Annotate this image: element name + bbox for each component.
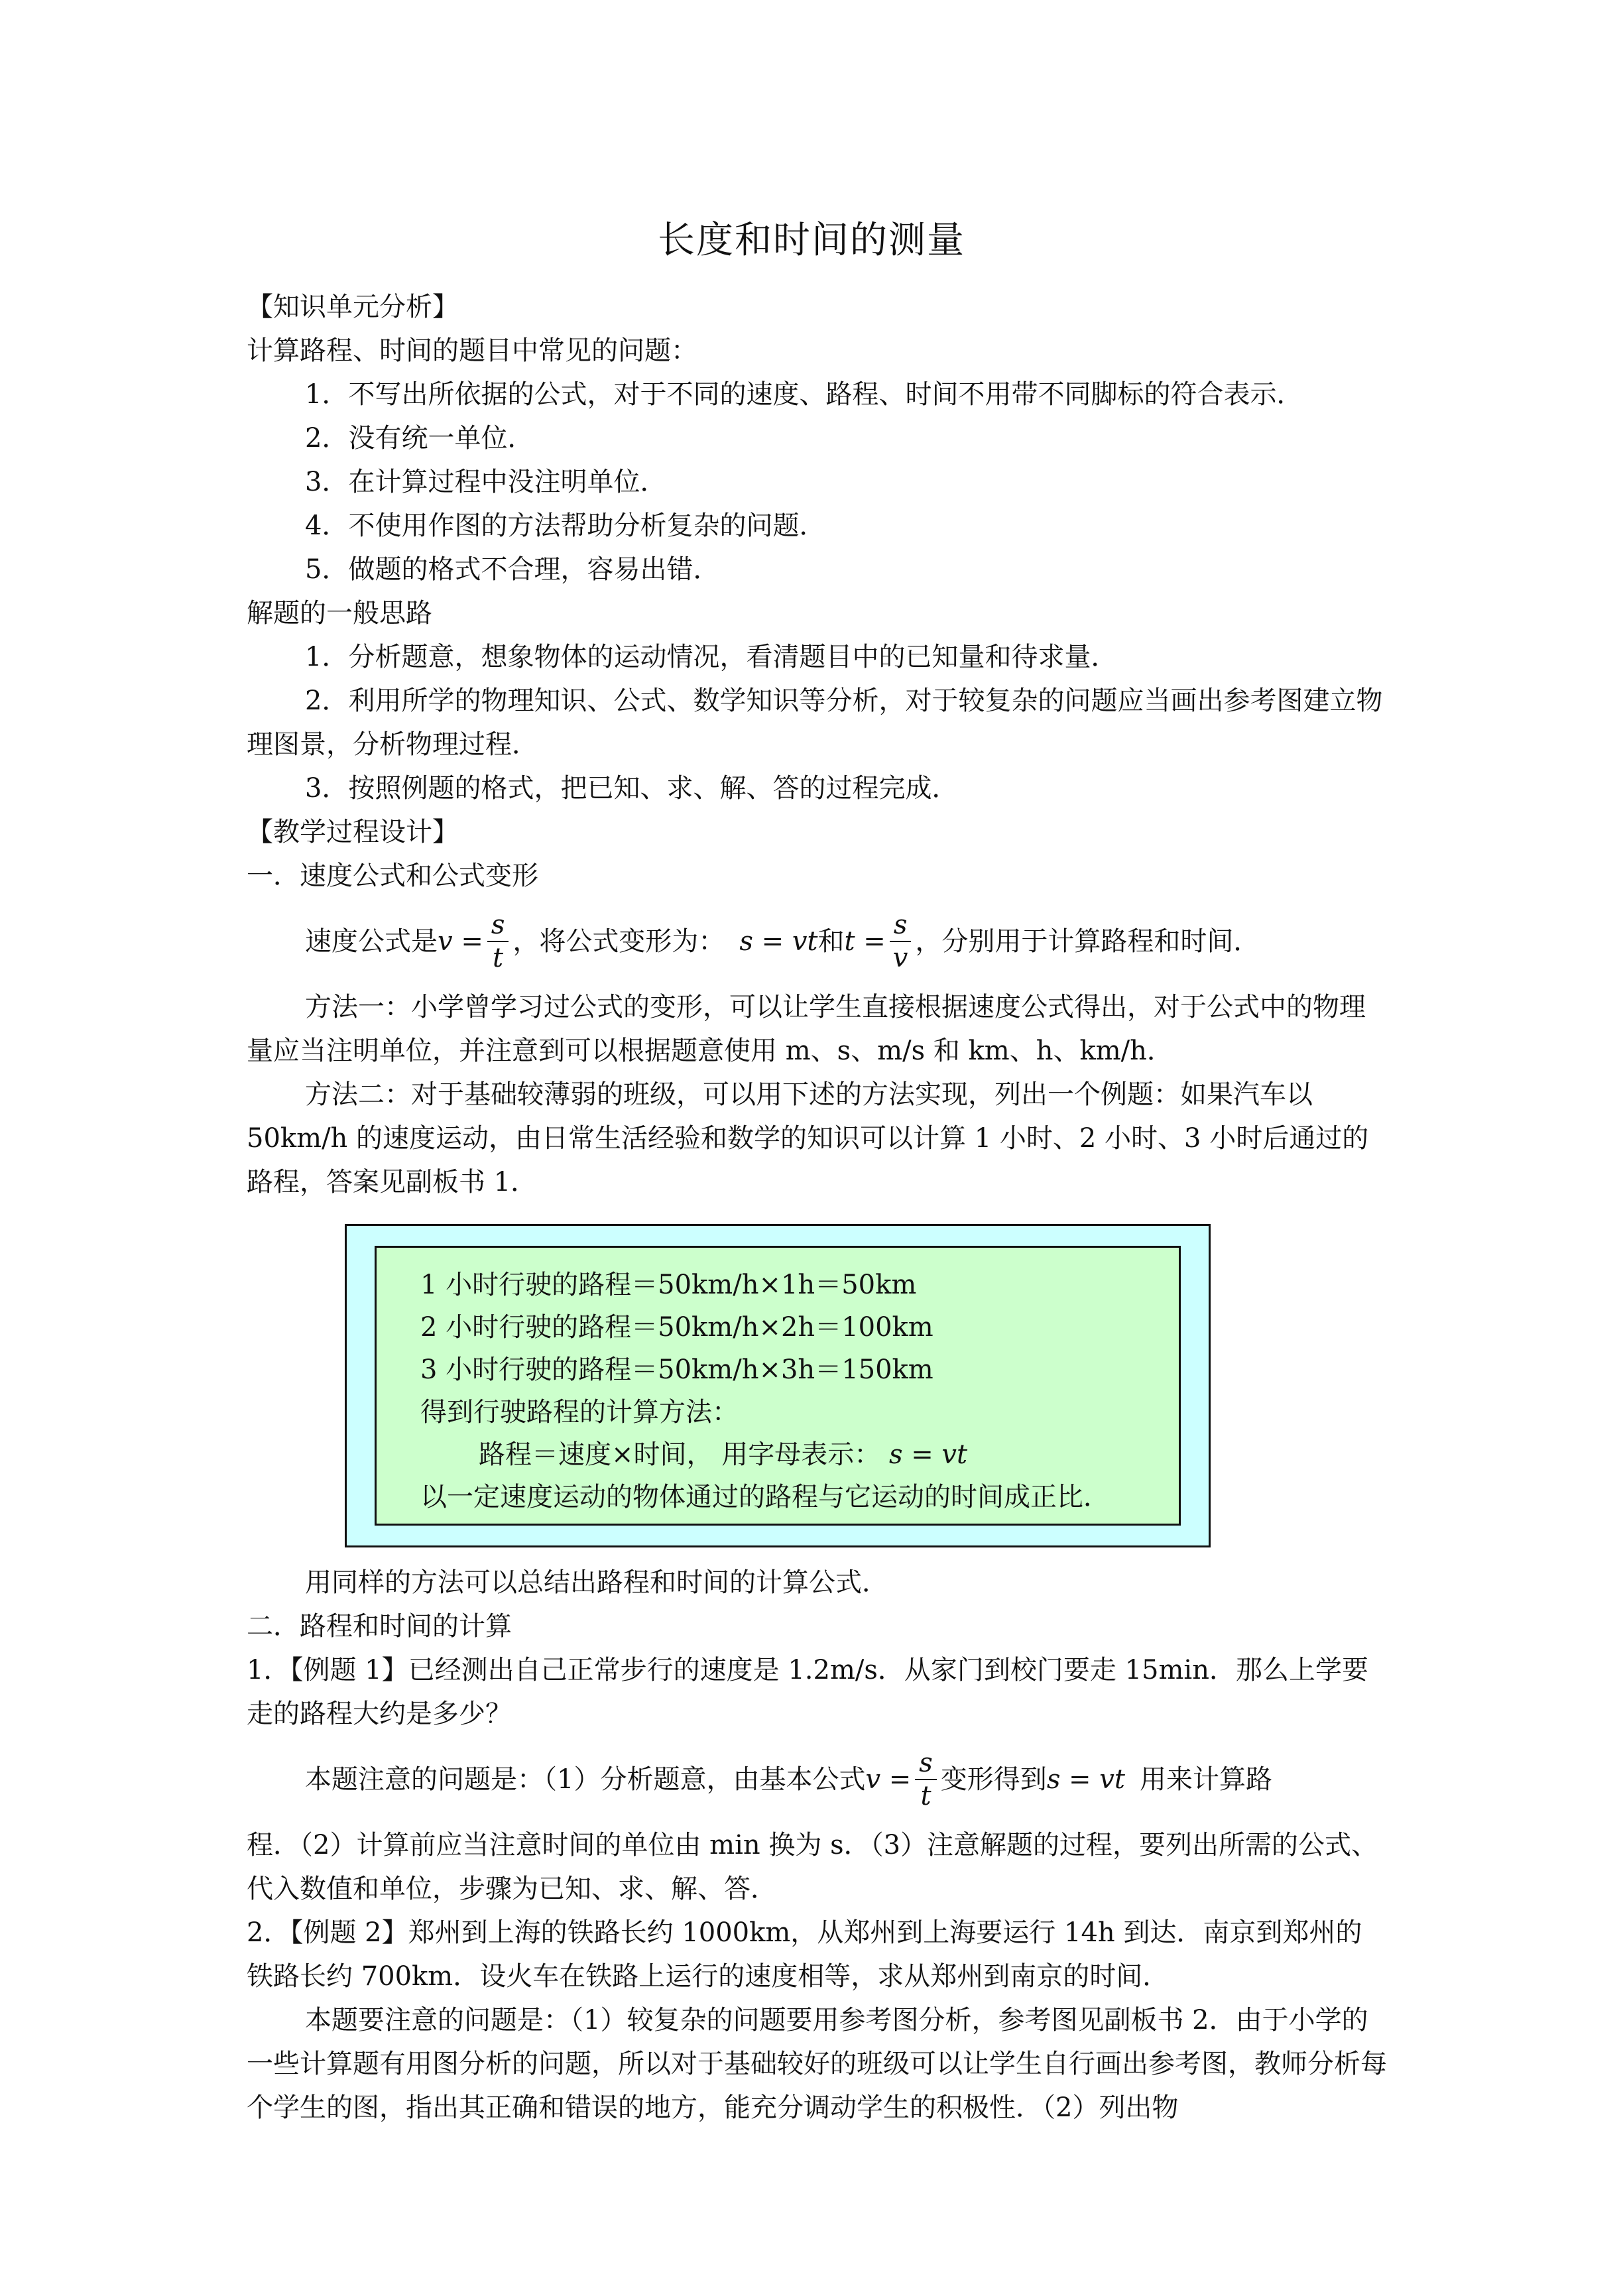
v-equals: v = (865, 1764, 912, 1795)
fraction-s-over-v (890, 909, 912, 974)
example1-note-line (247, 1736, 1388, 1823)
common-problems-intro: 计算路程、时间的题目中常见的问题： (247, 335, 697, 366)
example1-note-rest: 程．（2）计算前应当注意时间的单位由 min 换为 s．（3）注意解题的过程，要列出所需的公式、代入数值和单位，步骤为已知、求、解、答． (247, 1830, 1378, 1904)
fraction-denominator: t (493, 943, 504, 973)
document-body (247, 285, 1388, 2130)
board-line: 2 小时行驶的路程＝50km/h×2h＝100km (420, 1312, 933, 1343)
fraction-numerator: s (890, 909, 912, 942)
s-equals-vt: s = vt (1046, 1764, 1125, 1795)
note-prefix: 本题注意的问题是：（1）分析题意，由基本公式 (305, 1764, 866, 1795)
fraction-denominator: v (892, 943, 908, 973)
method1-paragraph: 方法一：小学曾学习过公式的变形，可以让学生直接根据速度公式得出，对于公式中的物理量应当注明单位，并注意到可以根据题意使用 m、s、m/s 和 km、h、km/h． (247, 992, 1366, 1066)
v-equals: v = (438, 926, 483, 957)
part1-heading: 一．速度公式和公式变形 (247, 861, 538, 891)
side-board-1 (345, 1224, 1211, 1547)
note-mid: 变形得到 (940, 1764, 1047, 1795)
board-formula-line (420, 1433, 1179, 1476)
list-item: 3．在计算过程中没注明单位． (305, 467, 667, 497)
board-line: 1 小时行驶的路程＝50km/h×1h＝50km (420, 1270, 917, 1300)
method2-paragraph: 方法二：对于基础较薄弱的班级，可以用下述的方法实现，列出一个例题：如果汽车以 50km/h 的速度运动，由日常生活经验和数学的知识可以计算 1 小时、2 小时、3 小时后通过的路程，答案见副板书 1． (247, 1079, 1369, 1197)
side-board-content (375, 1246, 1181, 1526)
list-item: 2．没有统一单位． (305, 423, 534, 453)
page-title: 长度和时间的测量 (658, 219, 965, 262)
list-item: 1．分析题意，想象物体的运动情况，看清题目中的已知量和待求量． (305, 642, 1118, 672)
board-line: 得到行驶路程的计算方法： (420, 1397, 739, 1427)
section-teaching-heading: 【教学过程设计】 (247, 817, 459, 847)
board-line: 3 小时行驶的路程＝50km/h×3h＝150km (420, 1355, 933, 1385)
s-equals-vt: s = vt (739, 926, 818, 957)
formula-mid: ，将公式变形为： (512, 926, 725, 957)
list-item: 1．不写出所依据的公式，对于不同的速度、路程、时间不用带不同脚标的符合表示． (305, 379, 1303, 410)
fraction-numerator: s (487, 909, 509, 942)
list-item: 5．做题的格式不合理，容易出错． (305, 554, 720, 585)
part2-heading: 二．路程和时间的计算 (247, 1611, 512, 1642)
list-item: 4．不使用作图的方法帮助分析复杂的问题． (305, 511, 826, 541)
fraction-s-over-t (487, 909, 509, 974)
formula-prefix: 速度公式是 (305, 926, 438, 957)
section-knowledge-heading: 【知识单元分析】 (247, 292, 459, 322)
approach-intro: 解题的一般思路 (247, 598, 432, 629)
example1-paragraph: 1．【例题 1】已经测出自己正常步行的速度是 1.2m/s．从家门到校门要走 15min．那么上学要走的路程大约是多少？ (247, 1655, 1368, 1729)
example2-note-paragraph: 本题要注意的问题是：（1）较复杂的问题要用参考图分析，参考图见副板书 2．由于小学的一些计算题有用图分析的问题，所以对于基础较好的班级可以让学生自行画出参考图，教师分析每个学生的图，指出其正确和错误的地方，能充分调动学生的积极性．（2）列出物 (247, 2005, 1387, 2123)
t-equals: t = (844, 926, 886, 957)
board-formula-expr: s = vt (888, 1439, 968, 1470)
summary-paragraph: 用同样的方法可以总结出路程和时间的计算公式． (305, 1567, 888, 1598)
list-item: 3．按照例题的格式，把已知、求、解、答的过程完成． (305, 773, 959, 804)
fraction-numerator: s (915, 1747, 937, 1780)
list-item: 2．利用所学的物理知识、公式、数学知识等分析，对于较复杂的问题应当画出参考图建立物理图景，分析物理过程． (247, 686, 1383, 760)
formula-and: 和 (817, 926, 845, 957)
note-suffix: 用来计算路 (1139, 1764, 1272, 1795)
board-formula-text: 路程＝速度×时间， 用字母表示： (479, 1439, 881, 1470)
formula-suffix: ，分别用于计算路程和时间． (915, 926, 1260, 957)
board-conclusion: 以一定速度运动的物体通过的路程与它运动的时间成正比． (420, 1482, 1110, 1512)
fraction-s-over-t (915, 1747, 937, 1812)
example2-paragraph: 2．【例题 2】郑州到上海的铁路长约 1000km，从郑州到上海要运行 14h 到达．南京到郑州的铁路长约 700km．设火车在铁路上运行的速度相等，求从郑州到南京的时间． (247, 1917, 1362, 1992)
speed-formula-line (247, 898, 1388, 985)
fraction-denominator: t (920, 1781, 932, 1811)
